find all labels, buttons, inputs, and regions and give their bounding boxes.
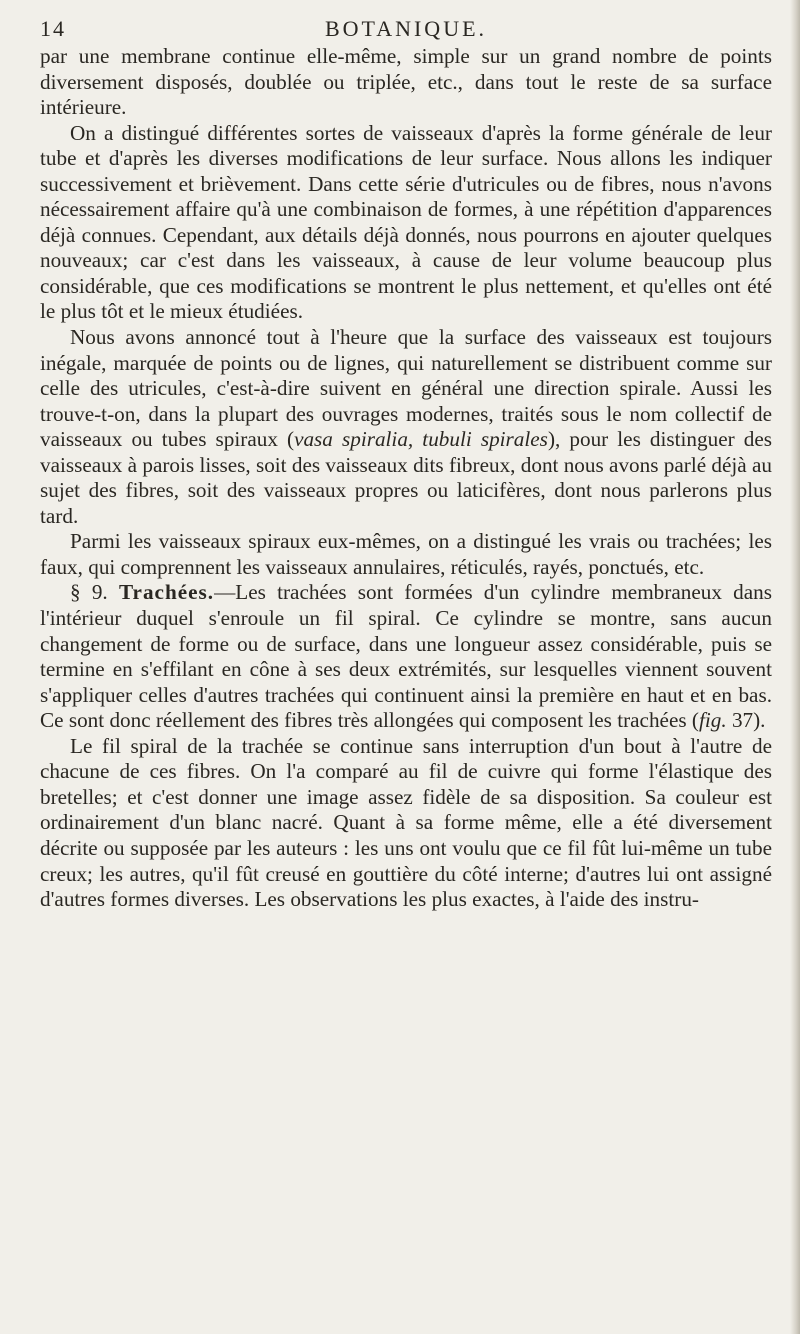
book-page: [40, 10, 772, 913]
section-heading: Trachées.: [118, 580, 215, 605]
running-title: BOTANIQUE.: [324, 16, 488, 41]
paragraph-true-false-vessels: Parmi les vaisseaux spiraux eux-mêmes, on a distingué les vrais ou trachées; les faux, qui comprennent les vaisseaux annulaires, réticulés, rayés, ponctués, etc.: [40, 529, 772, 579]
latin-term: vasa spiralia, tubuli spirales: [294, 427, 548, 452]
paragraph-vessel-types: On a distingué différentes sortes de vaisseaux d'après la forme générale de leur tube et d'après les diverses modifications de leur surface. Nous allons les indiquer successivement et brièvement. Dans cette série d'utricules ou de fibres, nous n'avons nécessairement affaire qu'à une combinaison de formes, à une répétition d'apparences déjà connues. Cependant, aux détails déjà donnés, nous pourrons en ajouter quelques nouveaux; car c'est dans les vaisseaux, à cause de leur volume beaucoup plus considérable, que ces modifications se montrent le plus nettement, et qu'elles ont été le plus tôt et le mieux étudiées.: [40, 120, 772, 324]
paragraph-continued: par une membrane continue elle-même, simple sur un grand nombre de points diversement disposés, doublée ou triplée, etc., dans tout le reste de sa surface intérieure.: [40, 44, 772, 120]
page-edge: [790, 0, 800, 1334]
body-text: [40, 44, 772, 913]
paragraph-spiral-vessels: Nous avons annoncé tout à l'heure que la surface des vaisseaux est toujours inégale, marquée de points ou de lignes, qui naturellement se distribuent comme sur celle des utricules, c'est-à-dire suivent en général une direction spirale. Aussi les trouve-t-on, dans la plupart des ouvrages modernes, traités sous le nom collectif de vaisseaux ou tubes spiraux (vasa spiralia, tubuli spirales), pour les distinguer des vaisseaux à parois lisses, soit des vaisseaux dits fibreux, dont nous avons parlé déjà au sujet des fibres, soit des vaisseaux propres ou laticifères, dont nous parlerons plus tard.: [40, 325, 772, 528]
paragraph-spiral-thread: Le fil spiral de la trachée se continue sans interruption d'un bout à l'autre de chacune de ces fibres. On l'a comparé au fil de cuivre qui forme l'élastique des bretelles; et c'est donner une image assez fidèle de sa disposition. Sa couleur est ordinairement d'un blanc nacré. Quant à sa forme même, elle a été diversement décrite ou supposée par les auteurs : les uns ont voulu que ce fil fût lui-même un tube creux; les autres, qu'il fût creusé en gouttière du côté interne; d'autres lui ont assigné d'autres formes diverses. Les observations les plus exactes, à l'aide des instru-: [40, 733, 772, 912]
paragraph-tracheae: § 9. Trachées.—Les trachées sont formées d'un cylindre membraneux dans l'intérieur duquel s'enroule un fil spiral. Ce cylindre se montre, sans aucun changement de forme ou de surface, dans une longueur assez considérable, puis se termine en s'effilant en cône à ses deux extrémités, sur lesquelles viennent souvent s'appliquer celles d'autres trachées qui continuent ainsi la première en haut et en bas. Ce sont donc réellement des fibres très allongées qui composent les trachées (fig. 37).: [40, 580, 772, 733]
running-header: [40, 10, 772, 44]
page-number: 14: [40, 16, 66, 41]
figure-reference: fig.: [698, 708, 727, 733]
section-number: § 9.: [70, 580, 108, 605]
